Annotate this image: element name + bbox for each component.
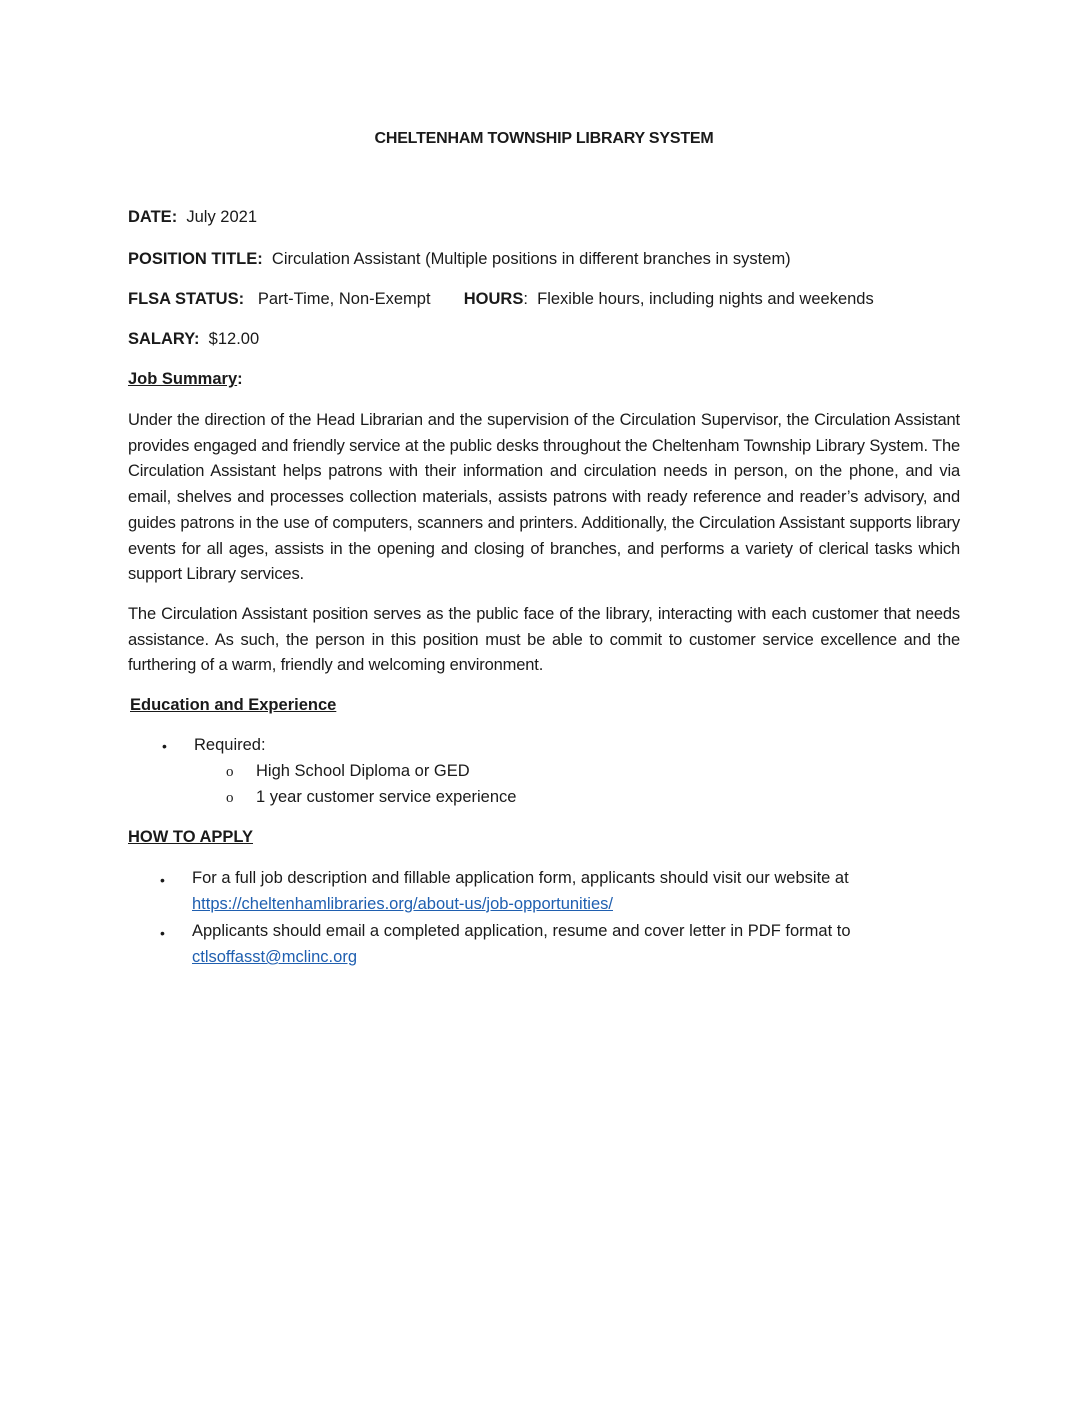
salary-label: SALARY:	[128, 330, 200, 348]
job-summary-paragraph-1: Under the direction of the Head Librarian and the supervision of the Circulation Supervisor, the Circulation Assistant provides engaged and friendly service at the public desks throughout the Cheltenham Township Library System. The Circulation Assistant helps patrons with their information and circulation needs in person, on the phone, and via email, shelves and processes collection materials, assists patrons with ready reference and reader’s advisory, and guides patrons in the use of computers, scanners and printers. Additionally, the Circulation Assistant supports library events for all ages, assists in the opening and closing of branches, and performs a variety of clerical tasks which support Library services.	[128, 411, 960, 584]
flsa-value: Part-Time, Non-Exempt	[257, 290, 431, 308]
date-label: DATE:	[128, 208, 178, 226]
job-summary-paragraph-2: The Circulation Assistant position serves as the public face of the library, interacting with each customer that needs assistance. As such, the person in this position must be able to commit to customer service excellence and the furthering of a warm, friendly and welcoming environment.	[128, 605, 960, 675]
required-label: Required:	[194, 736, 266, 754]
education-heading: Education and Experience	[130, 696, 337, 714]
apply-heading: HOW TO APPLY	[128, 828, 253, 846]
email-link[interactable]: ctlsoffasst@mclinc.org	[192, 948, 357, 966]
education-heading-line	[130, 696, 336, 715]
document-title: CHELTENHAM TOWNSHIP LIBRARY SYSTEM	[374, 130, 714, 147]
hours-label: HOURS	[463, 290, 524, 308]
job-summary-heading-line	[128, 370, 243, 389]
salary-line	[128, 330, 259, 349]
position-value: Circulation Assistant (Multiple positions in different branches in system)	[271, 250, 791, 268]
education-item-2: 1 year customer service experience	[256, 788, 517, 806]
apply-item-1-text: For a full job description and fillable application form, applicants should visit our website at	[192, 869, 849, 887]
hours-colon: :	[523, 290, 528, 308]
date-value: July 2021	[186, 208, 257, 226]
position-label: POSITION TITLE:	[128, 250, 263, 268]
sub-bullet-icon: o	[226, 764, 234, 780]
date-line	[128, 208, 257, 227]
salary-value: $12.00	[208, 330, 260, 348]
apply-item-2-link-line	[192, 948, 357, 967]
job-summary-colon: :	[237, 370, 243, 388]
hours-value: Flexible hours, including nights and weekends	[537, 290, 874, 308]
flsa-label: FLSA STATUS:	[128, 290, 245, 308]
bullet-icon: •	[160, 925, 165, 941]
apply-item-1-link-line	[192, 895, 613, 914]
bullet-icon: •	[160, 872, 165, 888]
apply-heading-line	[128, 828, 253, 847]
flsa-line	[128, 290, 874, 309]
apply-item-2-text: Applicants should email a completed application, resume and cover letter in PDF format to	[192, 922, 851, 940]
website-link[interactable]: https://cheltenhamlibraries.org/about-us/job-opportunities/	[192, 895, 613, 913]
education-item-1: High School Diploma or GED	[256, 762, 470, 780]
position-line	[128, 250, 791, 269]
job-summary-heading: Job Summary	[128, 370, 238, 388]
bullet-icon: •	[162, 738, 167, 754]
sub-bullet-icon: o	[226, 790, 234, 806]
